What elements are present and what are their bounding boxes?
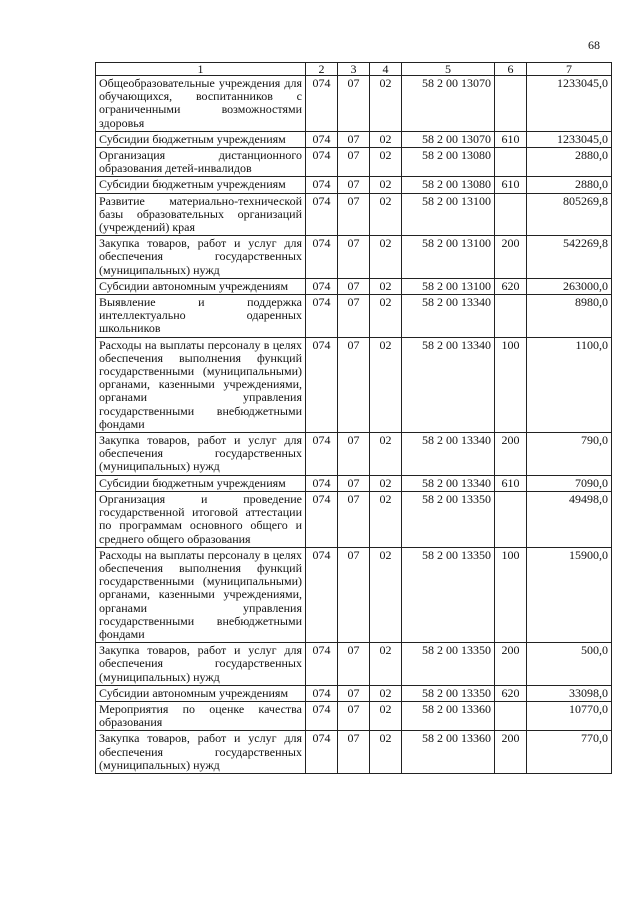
subsection-code-cell: 02	[370, 337, 402, 432]
table-row	[96, 193, 612, 236]
ministry-code-cell: 074	[306, 295, 338, 338]
subsection-code-cell: 02	[370, 76, 402, 132]
target-article-cell: 58 2 00 13100	[402, 193, 495, 236]
section-code-cell: 07	[338, 731, 370, 774]
row-name-cell: Закупка товаров, работ и услуг для обеспечения государственных (муниципальных) нужд	[96, 433, 306, 476]
expense-type-cell	[495, 148, 527, 177]
expense-type-cell: 100	[495, 337, 527, 432]
amount-cell: 8980,0	[527, 295, 612, 338]
expense-type-cell: 200	[495, 731, 527, 774]
expense-type-cell: 620	[495, 278, 527, 294]
subsection-code-cell: 02	[370, 701, 402, 730]
section-code-cell: 07	[338, 236, 370, 279]
expense-type-cell	[495, 193, 527, 236]
section-code-cell: 07	[338, 685, 370, 701]
subsection-code-cell: 02	[370, 731, 402, 774]
section-code-cell: 07	[338, 148, 370, 177]
table-row	[96, 701, 612, 730]
ministry-code-cell: 074	[306, 701, 338, 730]
amount-cell: 805269,8	[527, 193, 612, 236]
column-header-3: 3	[338, 63, 370, 76]
expense-type-cell: 200	[495, 433, 527, 476]
table-row	[96, 643, 612, 686]
expense-type-cell: 610	[495, 177, 527, 193]
subsection-code-cell: 02	[370, 193, 402, 236]
ministry-code-cell: 074	[306, 278, 338, 294]
table-row	[96, 547, 612, 642]
section-code-cell: 07	[338, 701, 370, 730]
table-row	[96, 475, 612, 491]
row-name-cell: Выявление и поддержка интеллектуально одаренных школьников	[96, 295, 306, 338]
amount-cell: 33098,0	[527, 685, 612, 701]
row-name-cell: Закупка товаров, работ и услуг для обеспечения государственных (муниципальных) нужд	[96, 236, 306, 279]
expense-type-cell: 200	[495, 236, 527, 279]
subsection-code-cell: 02	[370, 177, 402, 193]
expense-type-cell	[495, 76, 527, 132]
ministry-code-cell: 074	[306, 236, 338, 279]
ministry-code-cell: 074	[306, 177, 338, 193]
table-row	[96, 278, 612, 294]
subsection-code-cell: 02	[370, 295, 402, 338]
table-row	[96, 731, 612, 774]
amount-cell: 49498,0	[527, 491, 612, 547]
expense-type-cell	[495, 701, 527, 730]
column-header-2: 2	[306, 63, 338, 76]
page-number: 68	[588, 38, 600, 52]
target-article-cell: 58 2 00 13080	[402, 148, 495, 177]
column-header-4: 4	[370, 63, 402, 76]
amount-cell: 542269,8	[527, 236, 612, 279]
subsection-code-cell: 02	[370, 278, 402, 294]
table-row	[96, 491, 612, 547]
target-article-cell: 58 2 00 13070	[402, 76, 495, 132]
row-name-cell: Закупка товаров, работ и услуг для обеспечения государственных (муниципальных) нужд	[96, 731, 306, 774]
ministry-code-cell: 074	[306, 643, 338, 686]
header-row	[96, 63, 612, 76]
section-code-cell: 07	[338, 547, 370, 642]
target-article-cell: 58 2 00 13340	[402, 433, 495, 476]
table-row	[96, 685, 612, 701]
amount-cell: 500,0	[527, 643, 612, 686]
row-name-cell: Субсидии бюджетным учреждениям	[96, 177, 306, 193]
amount-cell: 2880,0	[527, 177, 612, 193]
section-code-cell: 07	[338, 491, 370, 547]
target-article-cell: 58 2 00 13360	[402, 701, 495, 730]
subsection-code-cell: 02	[370, 236, 402, 279]
ministry-code-cell: 074	[306, 76, 338, 132]
table-row	[96, 433, 612, 476]
amount-cell: 10770,0	[527, 701, 612, 730]
row-name-cell: Субсидии бюджетным учреждениям	[96, 475, 306, 491]
amount-cell: 770,0	[527, 731, 612, 774]
expense-type-cell: 200	[495, 643, 527, 686]
section-code-cell: 07	[338, 76, 370, 132]
subsection-code-cell: 02	[370, 131, 402, 147]
ministry-code-cell: 074	[306, 547, 338, 642]
table-row	[96, 76, 612, 132]
row-name-cell: Организация и проведение государственной итоговой аттестации по программам основного общего и среднего общего образования	[96, 491, 306, 547]
section-code-cell: 07	[338, 475, 370, 491]
subsection-code-cell: 02	[370, 547, 402, 642]
target-article-cell: 58 2 00 13350	[402, 491, 495, 547]
amount-cell: 15900,0	[527, 547, 612, 642]
target-article-cell: 58 2 00 13350	[402, 643, 495, 686]
ministry-code-cell: 074	[306, 337, 338, 432]
table-row	[96, 177, 612, 193]
target-article-cell: 58 2 00 13340	[402, 337, 495, 432]
column-header-7: 7	[527, 63, 612, 76]
table-row	[96, 295, 612, 338]
row-name-cell: Закупка товаров, работ и услуг для обеспечения государственных (муниципальных) нужд	[96, 643, 306, 686]
amount-cell: 2880,0	[527, 148, 612, 177]
section-code-cell: 07	[338, 177, 370, 193]
ministry-code-cell: 074	[306, 131, 338, 147]
expense-type-cell	[495, 491, 527, 547]
row-name-cell: Субсидии автономным учреждениям	[96, 278, 306, 294]
expense-type-cell	[495, 295, 527, 338]
expense-type-cell: 620	[495, 685, 527, 701]
ministry-code-cell: 074	[306, 685, 338, 701]
amount-cell: 1233045,0	[527, 131, 612, 147]
section-code-cell: 07	[338, 295, 370, 338]
target-article-cell: 58 2 00 13100	[402, 278, 495, 294]
table-row	[96, 131, 612, 147]
section-code-cell: 07	[338, 643, 370, 686]
expense-type-cell: 610	[495, 131, 527, 147]
row-name-cell: Расходы на выплаты персоналу в целях обеспечения выполнения функций государственными (муниципальными) органами, казенными учреждениями, органами управления государственными внебюджетными фондами	[96, 547, 306, 642]
target-article-cell: 58 2 00 13360	[402, 731, 495, 774]
subsection-code-cell: 02	[370, 685, 402, 701]
row-name-cell: Мероприятия по оценке качества образования	[96, 701, 306, 730]
ministry-code-cell: 074	[306, 148, 338, 177]
table-row	[96, 337, 612, 432]
target-article-cell: 58 2 00 13100	[402, 236, 495, 279]
table-body	[96, 76, 612, 774]
target-article-cell: 58 2 00 13070	[402, 131, 495, 147]
section-code-cell: 07	[338, 193, 370, 236]
row-name-cell: Развитие материально-технической базы образовательных организаций (учреждений) края	[96, 193, 306, 236]
row-name-cell: Субсидии бюджетным учреждениям	[96, 131, 306, 147]
column-header-5: 5	[402, 63, 495, 76]
subsection-code-cell: 02	[370, 475, 402, 491]
amount-cell: 7090,0	[527, 475, 612, 491]
section-code-cell: 07	[338, 433, 370, 476]
subsection-code-cell: 02	[370, 491, 402, 547]
ministry-code-cell: 074	[306, 731, 338, 774]
table-row	[96, 148, 612, 177]
expense-type-cell: 100	[495, 547, 527, 642]
table-row	[96, 236, 612, 279]
column-header-1: 1	[96, 63, 306, 76]
section-code-cell: 07	[338, 337, 370, 432]
amount-cell: 1233045,0	[527, 76, 612, 132]
row-name-cell: Организация дистанционного образования детей-инвалидов	[96, 148, 306, 177]
ministry-code-cell: 074	[306, 193, 338, 236]
subsection-code-cell: 02	[370, 433, 402, 476]
column-header-6: 6	[495, 63, 527, 76]
ministry-code-cell: 074	[306, 475, 338, 491]
budget-table	[95, 62, 612, 774]
expense-type-cell: 610	[495, 475, 527, 491]
target-article-cell: 58 2 00 13080	[402, 177, 495, 193]
row-name-cell: Общеобразовательные учреждения для обучающихся, воспитанников с ограниченными возможностями здоровья	[96, 76, 306, 132]
ministry-code-cell: 074	[306, 491, 338, 547]
row-name-cell: Субсидии автономным учреждениям	[96, 685, 306, 701]
target-article-cell: 58 2 00 13340	[402, 295, 495, 338]
target-article-cell: 58 2 00 13350	[402, 547, 495, 642]
row-name-cell: Расходы на выплаты персоналу в целях обеспечения выполнения функций государственными (муниципальными) органами, казенными учреждениями, органами управления государственными внебюджетными фондами	[96, 337, 306, 432]
amount-cell: 263000,0	[527, 278, 612, 294]
section-code-cell: 07	[338, 278, 370, 294]
subsection-code-cell: 02	[370, 643, 402, 686]
amount-cell: 790,0	[527, 433, 612, 476]
target-article-cell: 58 2 00 13350	[402, 685, 495, 701]
amount-cell: 1100,0	[527, 337, 612, 432]
ministry-code-cell: 074	[306, 433, 338, 476]
subsection-code-cell: 02	[370, 148, 402, 177]
target-article-cell: 58 2 00 13340	[402, 475, 495, 491]
section-code-cell: 07	[338, 131, 370, 147]
